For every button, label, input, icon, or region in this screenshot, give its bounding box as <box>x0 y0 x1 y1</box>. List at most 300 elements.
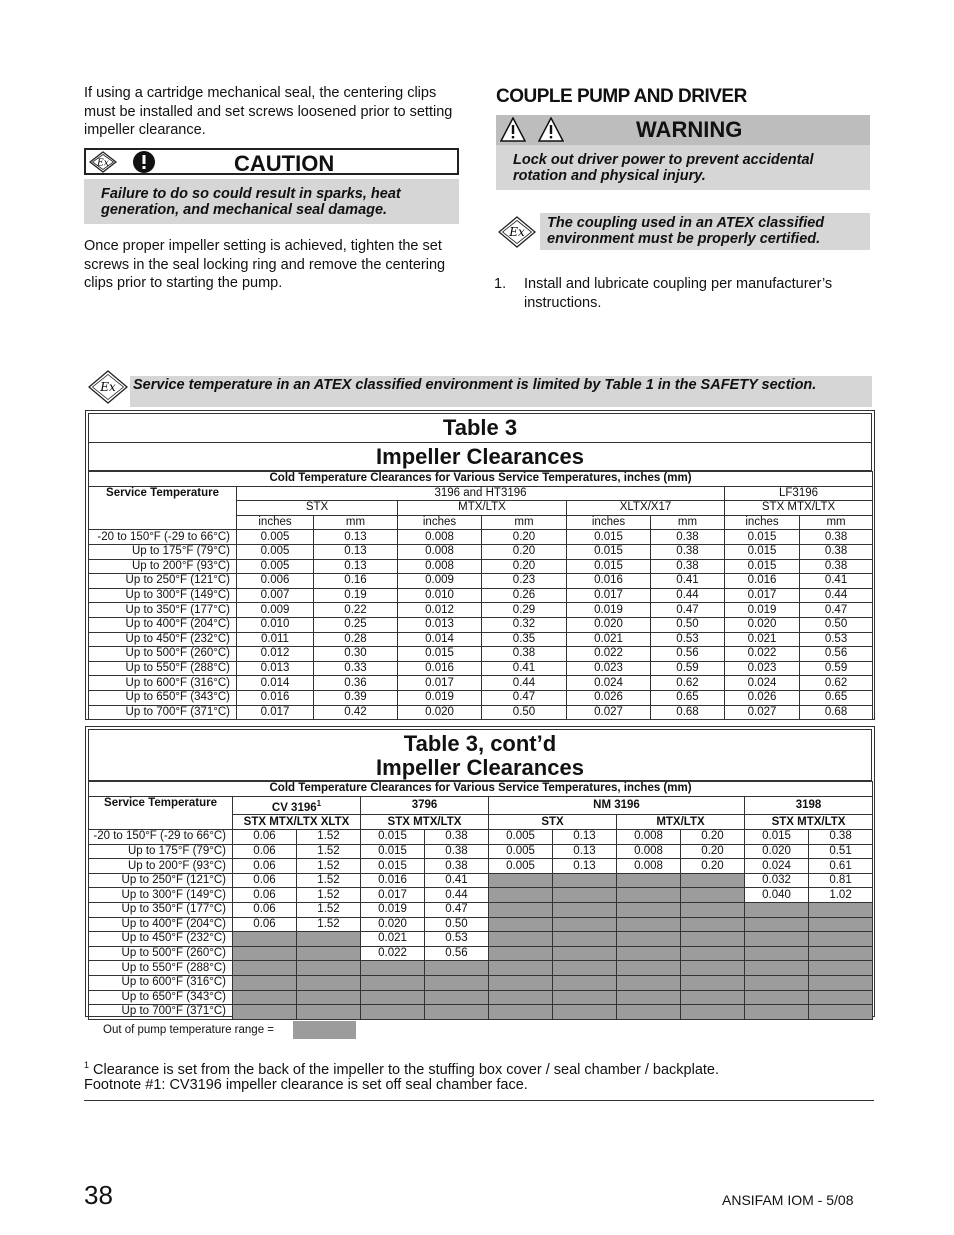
exclamation-icon <box>132 150 156 174</box>
service-temperature-cell: Up to 450°F (232°C) <box>89 632 237 647</box>
clearance-cell <box>617 902 681 917</box>
service-temperature-cell: Up to 300°F (149°C) <box>89 888 233 903</box>
clearance-cell: 0.06 <box>233 902 297 917</box>
table-row <box>89 544 873 559</box>
atex-icon <box>498 216 536 248</box>
clearance-cell: 0.38 <box>800 559 873 574</box>
clearance-cell: 0.38 <box>651 530 725 545</box>
clearance-cell <box>297 1005 361 1020</box>
clearance-cell <box>425 975 489 990</box>
clearance-cell: 0.005 <box>237 559 314 574</box>
table3-frame <box>85 410 875 720</box>
clearance-cell <box>233 975 297 990</box>
clearance-cell: 0.017 <box>725 588 800 603</box>
table3b-title-line2: Impeller Clearances <box>376 755 584 780</box>
group-header-3796: 3796 <box>361 796 489 815</box>
clearance-cell <box>681 888 745 903</box>
subheader-stx: STX <box>237 501 398 516</box>
clearance-cell: 1.52 <box>297 830 361 845</box>
clearance-cell: 0.008 <box>617 859 681 874</box>
service-temperature-header: Service Temperature <box>89 486 237 530</box>
clearance-cell: 0.19 <box>314 588 398 603</box>
clearance-cell <box>425 1005 489 1020</box>
clearance-cell: 0.35 <box>482 632 567 647</box>
clearance-cell: 0.56 <box>425 946 489 961</box>
clearance-cell: 0.020 <box>398 705 482 720</box>
clearance-cell: 1.52 <box>297 917 361 932</box>
clearance-cell <box>809 975 873 990</box>
service-temperature-cell: Up to 350°F (177°C) <box>89 603 237 618</box>
clearance-cell: 0.06 <box>233 830 297 845</box>
clearance-cell: 0.47 <box>800 603 873 618</box>
clearance-cell: 0.026 <box>725 690 800 705</box>
footnote-2: Footnote #1: CV3196 impeller clearance is set off seal chamber face. <box>84 1077 528 1093</box>
service-temperature-cell: Up to 200°F (93°C) <box>89 859 233 874</box>
clearance-cell <box>553 873 617 888</box>
caution-message: Failure to do so could result in sparks, heat generation, and mechanical seal damage. <box>84 179 459 224</box>
clearance-cell: 0.13 <box>553 830 617 845</box>
clearance-cell: 0.005 <box>237 530 314 545</box>
unit-inches: inches <box>237 515 314 530</box>
clearance-cell: 0.41 <box>482 661 567 676</box>
clearance-cell <box>489 888 553 903</box>
service-temperature-cell: Up to 700°F (371°C) <box>89 705 237 720</box>
group-header-3198: 3198 <box>745 796 873 815</box>
group-header-lf3196: LF3196 <box>725 486 873 501</box>
warning-triangle-icon <box>500 117 526 142</box>
clearance-cell <box>745 975 809 990</box>
caution-title: CAUTION <box>234 151 335 176</box>
clearance-cell <box>681 917 745 932</box>
clearance-cell: 0.017 <box>361 888 425 903</box>
step-text: Install and lubricate coupling per manufacturer’s instructions. <box>524 276 833 311</box>
clearance-cell <box>297 990 361 1005</box>
clearance-cell: 0.20 <box>681 859 745 874</box>
table-row <box>89 932 873 947</box>
clearance-cell <box>745 902 809 917</box>
clearance-cell <box>617 975 681 990</box>
clearance-cell: 0.005 <box>489 844 553 859</box>
clearance-cell: 0.023 <box>725 661 800 676</box>
clearance-cell <box>681 946 745 961</box>
clearance-cell: 0.41 <box>651 574 725 589</box>
clearance-cell: 1.52 <box>297 859 361 874</box>
clearance-cell: 0.015 <box>567 544 651 559</box>
clearance-cell: 1.02 <box>809 888 873 903</box>
clearance-cell: 0.56 <box>651 647 725 662</box>
clearance-cell: 0.06 <box>233 859 297 874</box>
table-row <box>89 975 873 990</box>
clearance-cell: 0.26 <box>482 588 567 603</box>
clearance-cell <box>681 1005 745 1020</box>
clearance-cell: 0.38 <box>425 830 489 845</box>
clearance-cell <box>553 1005 617 1020</box>
clearance-cell: 0.021 <box>725 632 800 647</box>
clearance-cell <box>425 961 489 976</box>
table-row <box>89 647 873 662</box>
clearance-cell: 0.016 <box>725 574 800 589</box>
clearance-cell: 0.38 <box>809 830 873 845</box>
step-number: 1. <box>494 276 507 292</box>
table-row <box>89 990 873 1005</box>
clearance-cell: 0.019 <box>725 603 800 618</box>
service-temperature-cell: Up to 350°F (177°C) <box>89 902 233 917</box>
clearance-cell: 0.015 <box>361 844 425 859</box>
clearance-cell: 0.006 <box>237 574 314 589</box>
clearance-cell <box>809 946 873 961</box>
atex-icon <box>89 151 117 173</box>
clearance-cell: 0.027 <box>567 705 651 720</box>
clearance-cell: 0.23 <box>482 574 567 589</box>
clearance-cell <box>489 902 553 917</box>
clearance-cell: 0.53 <box>651 632 725 647</box>
clearance-cell: 0.13 <box>553 844 617 859</box>
clearance-cell <box>553 961 617 976</box>
intro-paragraph: If using a cartridge mechanical seal, the centering clips must be installed and set screws loosened prior to setting impeller clearance. <box>84 85 453 138</box>
clearance-cell: 0.13 <box>553 859 617 874</box>
clearance-cell: 1.52 <box>297 844 361 859</box>
service-temperature-cell: Up to 175°F (79°C) <box>89 844 233 859</box>
clearance-cell: 0.13 <box>314 530 398 545</box>
table3-caption: Cold Temperature Clearances for Various Service Temperatures, inches (mm) <box>89 472 873 487</box>
clearance-cell: 0.06 <box>233 888 297 903</box>
after-paragraph: Once proper impeller setting is achieved, tighten the set screws in the seal locking ring and remove the centering clips prior to starting the pump. <box>84 238 446 291</box>
clearance-cell: 0.38 <box>425 844 489 859</box>
clearance-cell: 0.20 <box>482 544 567 559</box>
clearance-cell: 0.022 <box>725 647 800 662</box>
clearance-cell: 0.13 <box>314 544 398 559</box>
clearance-cell: 0.015 <box>361 859 425 874</box>
service-temperature-cell: Up to 400°F (204°C) <box>89 917 233 932</box>
clearance-cell: 0.015 <box>567 530 651 545</box>
subheader-nm-mtx-ltx: MTX/LTX <box>617 815 745 830</box>
clearance-cell <box>809 917 873 932</box>
table3b-title-line1: Table 3, cont’d <box>403 731 557 756</box>
atex-service-note: Service temperature in an ATEX classified environment is limited by Table 1 in the SAFETY section. <box>130 376 872 407</box>
service-temperature-cell: Up to 500°F (260°C) <box>89 647 237 662</box>
unit-inches: inches <box>567 515 651 530</box>
table-row <box>89 676 873 691</box>
table-row <box>89 873 873 888</box>
clearance-cell: 0.13 <box>314 559 398 574</box>
clearance-cell: 0.68 <box>800 705 873 720</box>
clearance-cell: 0.024 <box>725 676 800 691</box>
table-row <box>89 830 873 845</box>
clearance-cell: 0.51 <box>809 844 873 859</box>
service-temperature-cell: Up to 500°F (260°C) <box>89 946 233 961</box>
clearance-cell <box>617 873 681 888</box>
unit-mm: mm <box>800 515 873 530</box>
clearance-cell: 0.019 <box>398 690 482 705</box>
clearance-cell <box>553 902 617 917</box>
atex-coupling-note: The coupling used in an ATEX classified environment must be properly certified. <box>540 213 870 250</box>
clearance-cell: 0.65 <box>651 690 725 705</box>
table-row <box>89 530 873 545</box>
table-row <box>89 946 873 961</box>
clearance-cell <box>681 961 745 976</box>
table-row <box>89 961 873 976</box>
clearance-cell: 0.47 <box>651 603 725 618</box>
clearance-cell: 0.16 <box>314 574 398 589</box>
clearance-cell: 1.52 <box>297 873 361 888</box>
clearance-cell: 0.017 <box>567 588 651 603</box>
clearance-cell <box>553 917 617 932</box>
clearance-cell: 0.25 <box>314 617 398 632</box>
service-temperature-cell: Up to 400°F (204°C) <box>89 617 237 632</box>
clearance-cell <box>489 917 553 932</box>
clearance-cell: 0.53 <box>800 632 873 647</box>
table-row <box>89 888 873 903</box>
clearance-cell: 0.012 <box>237 647 314 662</box>
clearance-cell <box>233 990 297 1005</box>
unit-mm: mm <box>651 515 725 530</box>
clearance-cell: 0.38 <box>800 544 873 559</box>
clearance-cell: 0.014 <box>237 676 314 691</box>
clearance-cell <box>681 990 745 1005</box>
subheader-nm-stx: STX <box>489 815 617 830</box>
clearance-cell: 0.81 <box>809 873 873 888</box>
clearance-cell: 0.020 <box>567 617 651 632</box>
clearance-cell: 0.008 <box>617 844 681 859</box>
table3-grid <box>88 471 873 720</box>
unit-mm: mm <box>482 515 567 530</box>
service-temperature-cell: Up to 600°F (316°C) <box>89 975 233 990</box>
service-temperature-cell: Up to 300°F (149°C) <box>89 588 237 603</box>
divider <box>84 1100 874 1101</box>
clearance-cell <box>553 975 617 990</box>
clearance-cell: 0.53 <box>425 932 489 947</box>
clearance-cell <box>553 932 617 947</box>
group-header-nm3196: NM 3196 <box>489 796 745 815</box>
clearance-cell: 0.015 <box>725 559 800 574</box>
clearance-cell: 0.019 <box>361 902 425 917</box>
clearance-cell: 0.020 <box>725 617 800 632</box>
clearance-cell <box>297 961 361 976</box>
table-row <box>89 603 873 618</box>
clearance-cell <box>809 902 873 917</box>
clearance-cell <box>681 975 745 990</box>
clearance-cell <box>809 1005 873 1020</box>
clearance-cell <box>617 932 681 947</box>
clearance-cell: 0.30 <box>314 647 398 662</box>
clearance-cell: 0.009 <box>237 603 314 618</box>
table-row <box>89 917 873 932</box>
clearance-cell: 0.027 <box>725 705 800 720</box>
clearance-cell: 0.007 <box>237 588 314 603</box>
clearance-cell <box>745 1005 809 1020</box>
service-temperature-cell: Up to 550°F (288°C) <box>89 961 233 976</box>
clearance-cell: 0.024 <box>567 676 651 691</box>
clearance-cell: 0.012 <box>398 603 482 618</box>
clearance-cell: 0.44 <box>482 676 567 691</box>
clearance-cell <box>681 873 745 888</box>
clearance-cell: 0.47 <box>425 902 489 917</box>
clearance-cell <box>681 902 745 917</box>
clearance-cell: 0.022 <box>361 946 425 961</box>
service-temperature-cell: -20 to 150°F (-29 to 66°C) <box>89 530 237 545</box>
warning-title: WARNING <box>636 117 743 142</box>
legend-swatch <box>293 1021 356 1039</box>
table-row <box>89 1005 873 1020</box>
clearance-cell: 0.38 <box>425 859 489 874</box>
clearance-cell <box>233 932 297 947</box>
clearance-cell: 0.20 <box>482 530 567 545</box>
atex-symbol-text: Ex <box>509 225 525 239</box>
clearance-cell: 0.39 <box>314 690 398 705</box>
unit-mm: mm <box>314 515 398 530</box>
clearance-cell: 0.009 <box>398 574 482 589</box>
clearance-cell <box>809 932 873 947</box>
cv3196-footnote-marker: 1 <box>316 798 322 808</box>
clearance-cell: 0.016 <box>361 873 425 888</box>
clearance-cell <box>361 961 425 976</box>
clearance-cell: 0.38 <box>651 544 725 559</box>
table3b-frame <box>85 726 875 1017</box>
clearance-cell: 0.56 <box>800 647 873 662</box>
service-temperature-cell: Up to 650°F (343°C) <box>89 990 233 1005</box>
clearance-cell: 0.005 <box>489 830 553 845</box>
service-temperature-cell: Up to 700°F (371°C) <box>89 1005 233 1020</box>
clearance-cell: 0.026 <box>567 690 651 705</box>
clearance-cell: 0.015 <box>398 647 482 662</box>
service-temperature-cell: Up to 175°F (79°C) <box>89 544 237 559</box>
footnote-marker: 1 <box>84 1060 90 1070</box>
clearance-cell: 0.20 <box>681 830 745 845</box>
table-row <box>89 588 873 603</box>
clearance-cell <box>745 990 809 1005</box>
clearance-cell: 0.59 <box>651 661 725 676</box>
warning-message: Lock out driver power to prevent accidental rotation and physical injury. <box>496 145 870 190</box>
clearance-cell: 0.017 <box>237 705 314 720</box>
subheader-3198-stx-mtx: STX MTX/LTX <box>745 815 873 830</box>
clearance-cell: 0.50 <box>800 617 873 632</box>
clearance-cell <box>617 917 681 932</box>
table-row <box>89 844 873 859</box>
clearance-cell: 0.29 <box>482 603 567 618</box>
clearance-cell <box>489 873 553 888</box>
table3-subtitle-title: Impeller Clearances <box>88 442 872 471</box>
table3b-caption: Cold Temperature Clearances for Various Service Temperatures, inches (mm) <box>89 782 873 797</box>
clearance-cell: 0.013 <box>237 661 314 676</box>
clearance-cell: 0.021 <box>567 632 651 647</box>
clearance-cell <box>361 1005 425 1020</box>
clearance-cell: 0.015 <box>567 559 651 574</box>
clearance-cell: 0.65 <box>800 690 873 705</box>
clearance-cell: 0.040 <box>745 888 809 903</box>
caution-header <box>84 148 459 175</box>
clearance-cell: 0.61 <box>809 859 873 874</box>
clearance-cell <box>553 946 617 961</box>
clearance-cell: 0.010 <box>237 617 314 632</box>
clearance-cell <box>489 990 553 1005</box>
unit-inches: inches <box>398 515 482 530</box>
clearance-cell: 0.005 <box>237 544 314 559</box>
clearance-cell <box>617 946 681 961</box>
clearance-cell <box>489 946 553 961</box>
service-temperature-cell: Up to 200°F (93°C) <box>89 559 237 574</box>
clearance-cell: 0.016 <box>237 690 314 705</box>
clearance-cell: 0.008 <box>398 559 482 574</box>
doc-id: ANSIFAM IOM - 5/08 <box>722 1192 854 1208</box>
clearance-cell: 0.022 <box>567 647 651 662</box>
unit-inches: inches <box>725 515 800 530</box>
service-temperature-cell: -20 to 150°F (-29 to 66°C) <box>89 830 233 845</box>
clearance-cell: 0.020 <box>745 844 809 859</box>
subheader-mtx-ltx: MTX/LTX <box>398 501 567 516</box>
table-row <box>89 574 873 589</box>
clearance-cell <box>745 932 809 947</box>
table-row <box>89 705 873 720</box>
clearance-cell <box>617 1005 681 1020</box>
clearance-cell: 0.021 <box>361 932 425 947</box>
clearance-cell: 0.06 <box>233 844 297 859</box>
clearance-cell: 0.38 <box>651 559 725 574</box>
table-row <box>89 632 873 647</box>
clearance-cell: 0.015 <box>725 530 800 545</box>
table3-title: Table 3 <box>88 413 872 442</box>
group-header-cv3196 <box>233 796 361 815</box>
clearance-cell <box>361 975 425 990</box>
clearance-cell <box>233 946 297 961</box>
subheader-cv-stx-mtx-xltx: STX MTX/LTX XLTX <box>233 815 361 830</box>
table-row <box>89 559 873 574</box>
clearance-cell <box>361 990 425 1005</box>
clearance-cell: 0.024 <box>745 859 809 874</box>
clearance-cell: 0.41 <box>800 574 873 589</box>
clearance-cell: 0.023 <box>567 661 651 676</box>
atex-icon <box>88 370 128 404</box>
clearance-cell: 0.011 <box>237 632 314 647</box>
atex-symbol-text: Ex <box>100 380 116 394</box>
footnote-1-text: Clearance is set from the back of the impeller to the stuffing box cover / seal chamber / backplate. <box>93 1061 720 1078</box>
clearance-cell <box>809 990 873 1005</box>
clearance-cell: 0.015 <box>745 830 809 845</box>
clearance-cell: 0.41 <box>425 873 489 888</box>
clearance-cell: 0.015 <box>361 830 425 845</box>
clearance-cell <box>681 932 745 947</box>
page-number: 38 <box>84 1180 113 1210</box>
clearance-cell <box>489 1005 553 1020</box>
clearance-cell <box>233 961 297 976</box>
clearance-cell: 1.52 <box>297 902 361 917</box>
table-row <box>89 690 873 705</box>
table-row <box>89 617 873 632</box>
clearance-cell: 0.020 <box>361 917 425 932</box>
service-temperature-header: Service Temperature <box>89 796 233 829</box>
table-row <box>89 859 873 874</box>
clearance-cell <box>617 961 681 976</box>
service-temperature-cell: Up to 650°F (343°C) <box>89 690 237 705</box>
clearance-cell: 0.22 <box>314 603 398 618</box>
clearance-cell: 0.50 <box>425 917 489 932</box>
clearance-cell: 0.33 <box>314 661 398 676</box>
warning-header <box>496 115 870 145</box>
clearance-cell: 0.010 <box>398 588 482 603</box>
service-temperature-cell: Up to 250°F (121°C) <box>89 873 233 888</box>
clearance-cell: 0.62 <box>651 676 725 691</box>
clearance-cell: 0.016 <box>398 661 482 676</box>
service-temperature-cell: Up to 550°F (288°C) <box>89 661 237 676</box>
clearance-cell <box>297 932 361 947</box>
warning-triangle-icon <box>538 117 564 142</box>
clearance-cell: 0.014 <box>398 632 482 647</box>
clearance-cell: 0.44 <box>425 888 489 903</box>
clearance-cell: 0.50 <box>651 617 725 632</box>
clearance-cell: 0.015 <box>725 544 800 559</box>
clearance-cell: 0.38 <box>800 530 873 545</box>
cv3196-label: CV 3196 <box>271 801 317 814</box>
clearance-cell: 0.013 <box>398 617 482 632</box>
